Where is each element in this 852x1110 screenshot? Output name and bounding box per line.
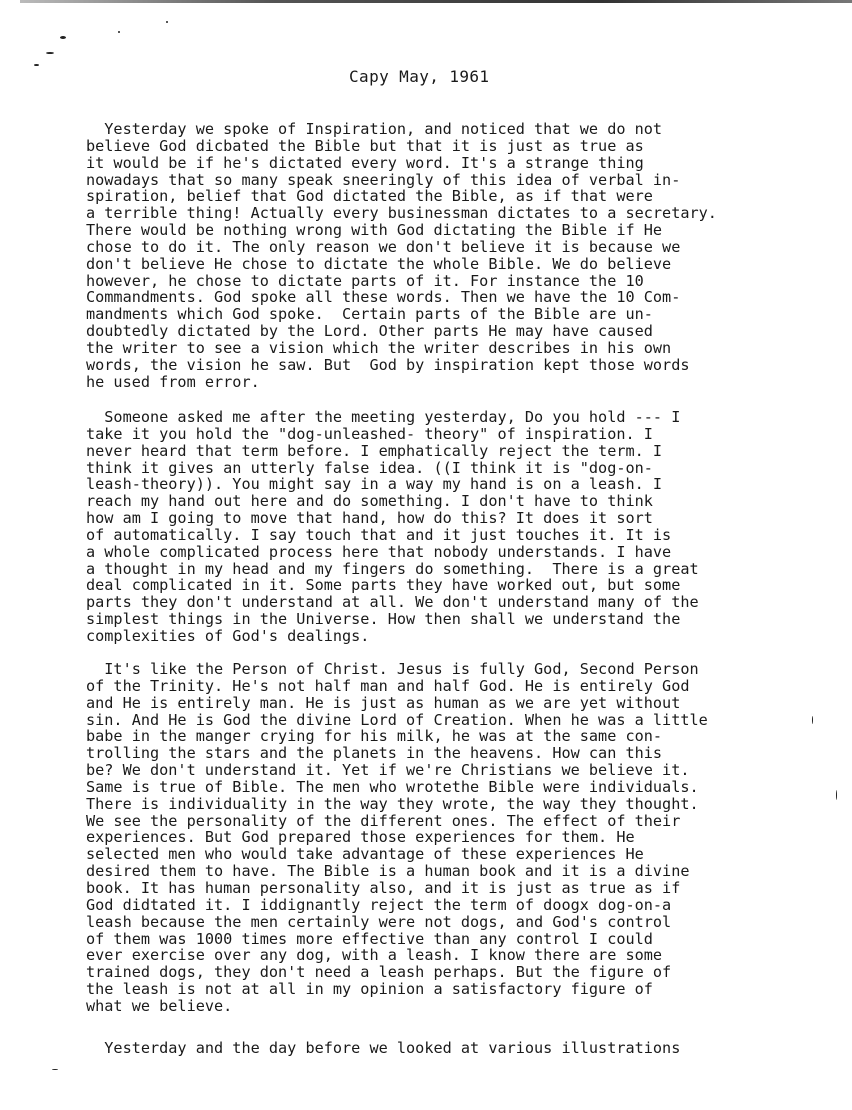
text-line: think it gives an utterly false idea. ((I think it is "dog-on-	[86, 458, 653, 477]
text-line: words, the vision he saw. But God by inspiration kept those words	[86, 355, 690, 374]
paragraph-person-of-christ	[86, 661, 806, 1015]
text-line: and He is entirely man. He is just as human as we are yet without	[86, 693, 681, 712]
text-line: Same is true of Bible. The men who wrotethe Bible were individuals.	[86, 777, 699, 796]
text-line: how am I going to move that hand, how do this? It does it sort	[86, 509, 653, 528]
text-line: spiration, belief that God dictated the Bible, as if that were	[86, 187, 653, 206]
ink-speck	[118, 31, 120, 33]
text-line: take it you hold the "dog-unleashed- theory" of inspiration. I	[86, 424, 653, 443]
text-line: a terrible thing! Actually every businessman dictates to a secretary.	[86, 204, 717, 223]
text-line: be? We don't understand it. Yet if we're Christians we believe it.	[86, 761, 690, 780]
text-line: don't believe He chose to dictate the whole Bible. We do believe	[86, 254, 672, 273]
text-line: Someone asked me after the meeting yesterday, Do you hold --- I	[86, 408, 681, 426]
text-line: what we believe.	[86, 996, 233, 1015]
paragraph-dog-on-leash	[86, 409, 806, 645]
text-line: God didtated it. I iddignantly reject the term of doogx dog-on-a	[86, 895, 672, 914]
text-line: We see the personality of the different ones. The effect of their	[86, 811, 681, 830]
document-title: Capy May, 1961	[349, 67, 490, 86]
text-line: chose to do it. The only reason we don't believe it is because we	[86, 237, 681, 256]
text-line: trained dogs, they don't need a leash perhaps. But the figure of	[86, 963, 672, 982]
text-line: the leash is not at all in my opinion a satisfactory figure of	[86, 980, 653, 999]
text-line: There is individuality in the way they wrote, the way they thought.	[86, 794, 699, 813]
ink-speck	[166, 21, 168, 23]
text-line: never heard that term before. I emphatically reject the term. I	[86, 441, 663, 460]
text-line: nowadays that so many speak sneeringly of this idea of verbal in-	[86, 170, 681, 189]
text-line: it would be if he's dictated every word. It's a strange thing	[86, 153, 644, 172]
ink-speck	[34, 64, 39, 66]
text-line: simplest things in the Universe. How then shall we understand the	[86, 610, 681, 629]
text-line: There would be nothing wrong with God dictating the Bible if He	[86, 221, 663, 240]
ink-speck	[836, 790, 837, 800]
text-line: experiences. But God prepared those experiences for them. He	[86, 828, 635, 847]
ink-speck	[812, 716, 813, 724]
ink-speck	[46, 52, 54, 54]
text-line: however, he chose to dictate parts of it. For instance the 10	[86, 271, 644, 290]
text-line: he used from error.	[86, 372, 260, 391]
text-line: mandments which God spoke. Certain parts of the Bible are un-	[86, 305, 653, 324]
text-line: reach my hand out here and do something. I don't have to think	[86, 492, 653, 511]
text-line: selected men who would take advantage of these experiences He	[86, 845, 644, 864]
text-line: leash-theory)). You might say in a way my hand is on a leash. I	[86, 475, 663, 494]
text-line: a whole complicated process here that nobody understands. I have	[86, 542, 672, 561]
text-line: sin. And He is God the divine Lord of Creation. When he was a little	[86, 710, 708, 729]
page-top-edge	[20, 0, 852, 3]
text-line: doubtedly dictated by the Lord. Other parts He may have caused	[86, 322, 653, 341]
ink-speck	[52, 1069, 58, 1070]
text-line: ever exercise over any dog, with a leash. I know there are some	[86, 946, 663, 965]
paragraph-illustrations	[86, 1040, 806, 1057]
text-line: of the Trinity. He's not half man and half God. He is entirely God	[86, 676, 690, 695]
text-line: leash because the men certainly were not dogs, and God's control	[86, 912, 672, 931]
paragraph-inspiration	[86, 121, 806, 391]
ink-speck	[60, 36, 66, 39]
text-line: It's like the Person of Christ. Jesus is fully God, Second Person	[86, 660, 699, 678]
text-line: believe God dicbated the Bible but that it is just as true as	[86, 136, 644, 155]
text-line: Yesterday and the day before we looked at various illustrations	[86, 1039, 681, 1057]
text-line: Yesterday we spoke of Inspiration, and noticed that we do not	[86, 120, 663, 138]
text-line: complexities of God's dealings.	[86, 626, 370, 645]
text-line: book. It has human personality also, and it is just as true as if	[86, 878, 681, 897]
text-line: trolling the stars and the planets in the heavens. How can this	[86, 744, 663, 763]
text-line: babe in the manger crying for his milk, he was at the same con-	[86, 727, 663, 746]
text-line: of them was 1000 times more effective than any control I could	[86, 929, 653, 948]
text-line: the writer to see a vision which the writer describes in his own	[86, 338, 672, 357]
text-line: Commandments. God spoke all these words. Then we have the 10 Com-	[86, 288, 681, 307]
text-line: desired them to have. The Bible is a human book and it is a divine	[86, 862, 690, 881]
text-line: of automatically. I say touch that and it just touches it. It is	[86, 525, 672, 544]
text-line: a thought in my head and my fingers do something. There is a great	[86, 559, 699, 578]
text-line: deal complicated in it. Some parts they have worked out, but some	[86, 576, 681, 595]
text-line: parts they don't understand at all. We don't understand many of the	[86, 593, 699, 612]
